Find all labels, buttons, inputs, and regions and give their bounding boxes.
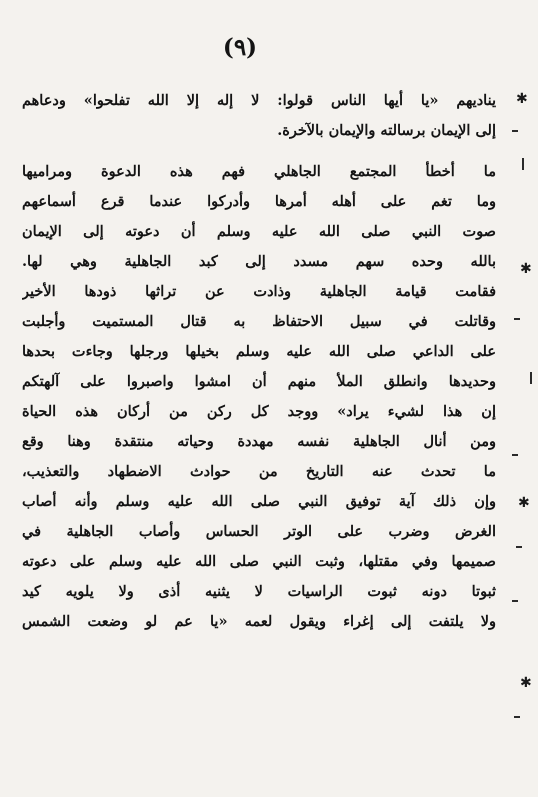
dash-mark (516, 546, 522, 548)
text-line: وما تغم على أهله أمرها وأدركوا عندما قرع أسماعهم (22, 193, 496, 210)
text-line: بالله وحده سهم مسدد إلى كبد الجاهلية وهي لها. (22, 253, 496, 270)
text-line: وقاتلت في سبيل الاحتفاظ به قتال المستميت وأجلبت (22, 313, 496, 330)
ink-blot-mark: ✱ (520, 261, 532, 277)
ink-blot-mark: ✱ (516, 91, 528, 107)
ink-blot-mark: ✱ (520, 675, 532, 691)
text-line: الغرض وضرب على الوتر الحساس وأصاب الجاهلية في (22, 523, 496, 540)
text-line: يناديهم «يا أيها الناس قولوا: لا إله إلا الله تفلحوا» ودعاهم (22, 92, 496, 109)
text-line: وإن ذلك آية توفيق النبي صلى الله عليه وسلم وأنه أصاب (22, 493, 496, 510)
paragraph-gap (22, 146, 496, 157)
margin-marks (500, 0, 538, 797)
text-line: إن هذا لشيء يراد» ووجد كل ركن من أركان هذه الحياة (22, 403, 496, 420)
text-line: ما تحدث عنه التاريخ من حوادث الاضطهاد والتعذيب، (22, 463, 496, 480)
ink-blot-mark: ✱ (518, 495, 530, 511)
body-text (22, 86, 496, 637)
text-line: ومن أنال الجاهلية نفسه مهددة وحياته منتقدة وهنا وقع (22, 433, 496, 450)
text-line: فقامت قيامة الجاهلية وذادت عن تراثها ذودها الأخير (22, 283, 496, 300)
dash-mark (512, 454, 518, 456)
text-line: صوت النبي صلى الله عليه وسلم أن دعوته إلى الإيمان (22, 223, 496, 240)
text-line: ثبوتا دونه ثبوت الراسيات لا يثنيه أذى ولا يلويه كيد (22, 583, 496, 600)
text-line: وحديدها وانطلق الملأ منهم أن امشوا واصبروا على آلهتكم (22, 373, 496, 390)
paragraph (22, 157, 496, 637)
dash-mark (514, 318, 520, 320)
dash-mark (512, 130, 518, 132)
paragraph (22, 86, 496, 146)
page-number: (٩) (222, 34, 258, 61)
text-line: ما أخطأ المجتمع الجاهلي فهم هذه الدعوة ومراميها (22, 163, 496, 180)
text-line: على الداعي صلى الله عليه وسلم بخيلها ورجلها وجاءت بحدها (22, 343, 496, 360)
dash-mark (512, 600, 518, 602)
text-line: صميمها وفي مقتلها، وثبت النبي صلى الله عليه وسلم على دعوته (22, 553, 496, 570)
text-line: ولا يلتفت إلى إغراء ويقول لعمه «يا عم لو وضعت الشمس (22, 613, 496, 630)
tick-mark (530, 372, 532, 384)
tick-mark (522, 158, 524, 170)
text-line: إلى الإيمان برسالته والإيمان بالآخرة. (277, 122, 496, 139)
dash-mark (514, 716, 520, 718)
